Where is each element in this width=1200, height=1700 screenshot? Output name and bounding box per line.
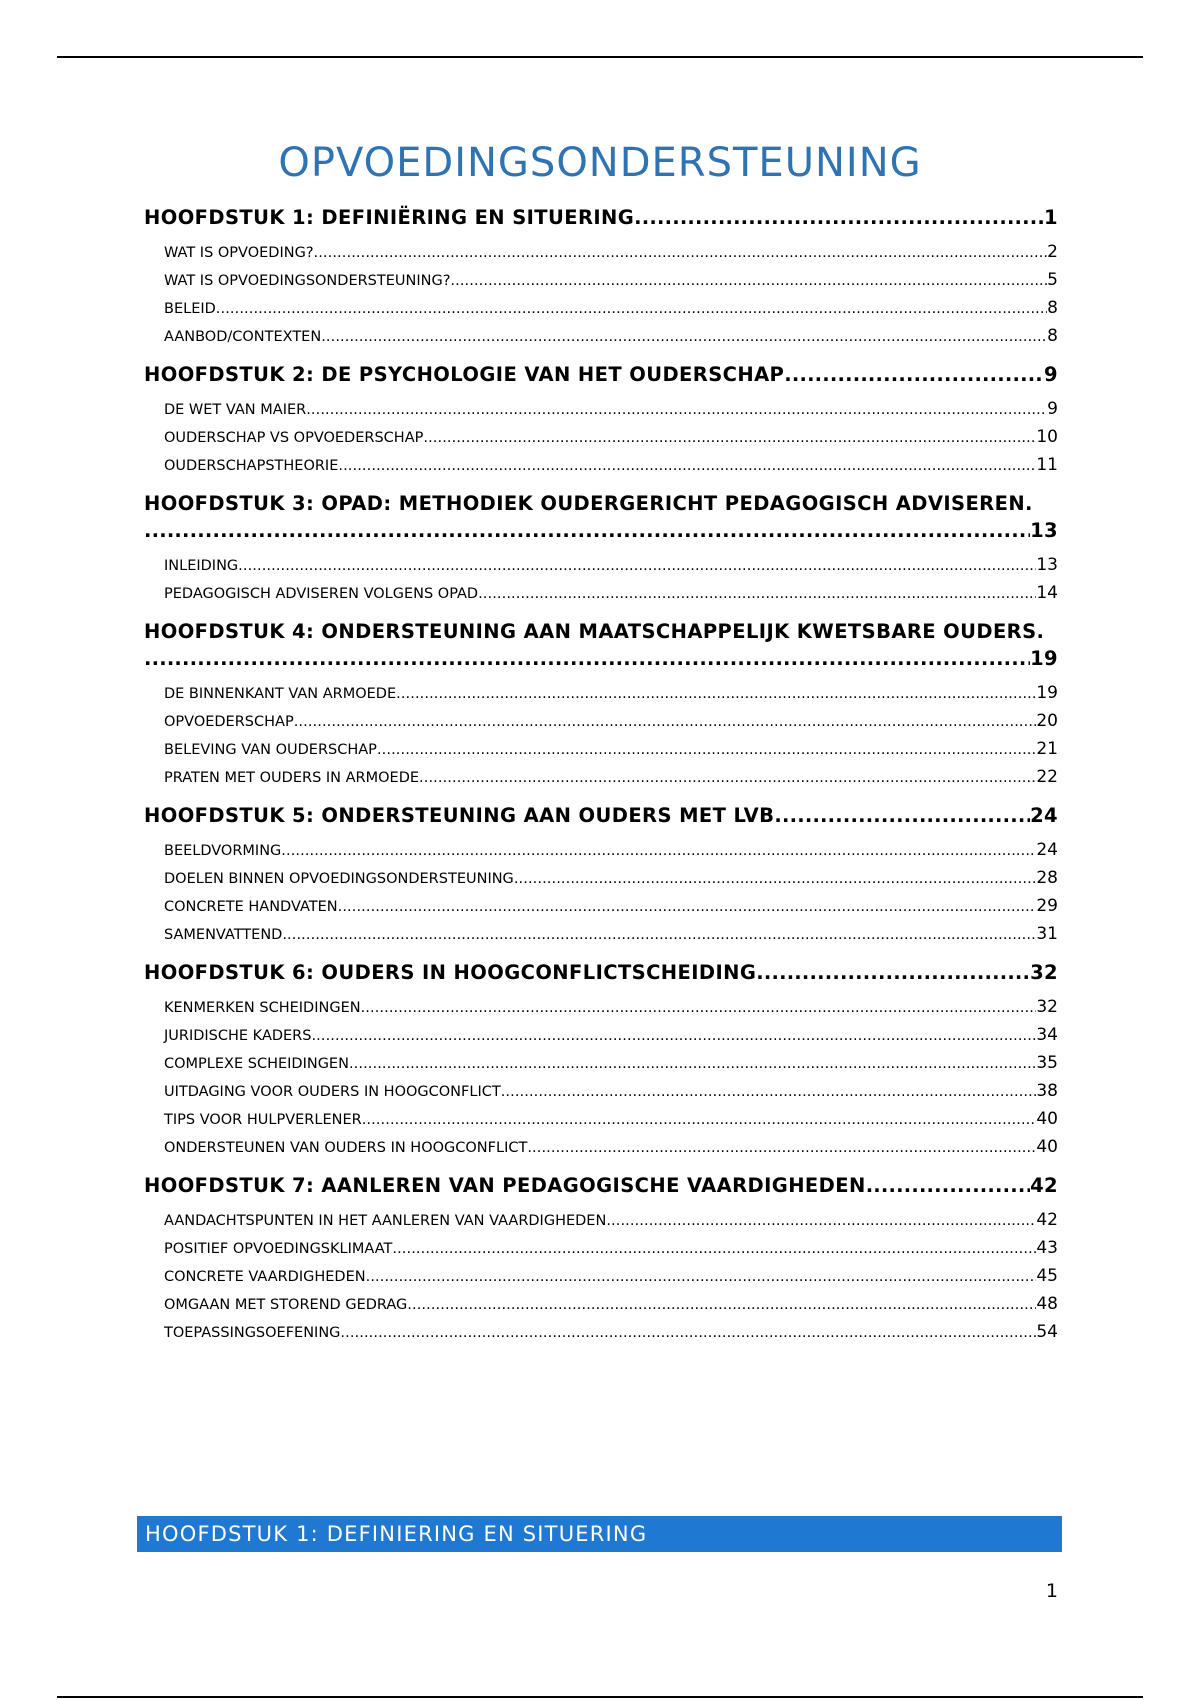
toc-leader <box>281 838 1036 865</box>
toc-page-number: 14 <box>1036 583 1058 603</box>
toc-chapter-entry[interactable] <box>144 645 1058 672</box>
toc-chapter-entry[interactable] <box>144 802 1058 829</box>
toc-section-title: COMPLEXE SCHEIDINGEN <box>164 1056 349 1072</box>
toc-chapter <box>144 490 1058 608</box>
toc-section-entry[interactable] <box>164 1319 1058 1347</box>
toc-section-entry[interactable] <box>164 1134 1058 1162</box>
toc-section-entry[interactable] <box>164 994 1058 1022</box>
toc-leader <box>514 866 1037 893</box>
toc-page-number: 34 <box>1036 1025 1058 1045</box>
toc-page-number: 9 <box>1047 399 1058 419</box>
toc-leader <box>784 361 1044 388</box>
toc-leader <box>756 959 1030 986</box>
toc-leader <box>392 1236 1036 1263</box>
toc-section-entry[interactable] <box>164 424 1058 452</box>
toc-page-number: 2 <box>1047 242 1058 262</box>
toc-page-number: 35 <box>1036 1053 1058 1073</box>
toc-chapter <box>144 204 1058 351</box>
toc-section-entry[interactable] <box>164 580 1058 608</box>
toc-page-number: 40 <box>1036 1137 1058 1157</box>
toc-page-number: 19 <box>1036 683 1058 703</box>
toc-section-entry[interactable] <box>164 764 1058 792</box>
toc-page-number: 32 <box>1036 997 1058 1017</box>
toc-page-number: 32 <box>1030 961 1058 984</box>
toc-chapter-title: HOOFDSTUK 5: ONDERSTEUNING AAN OUDERS MET LVB <box>144 804 775 827</box>
toc-section-title: CONCRETE VAARDIGHEDEN <box>164 1269 366 1285</box>
toc-section-title: DE WET VAN MAIER <box>164 402 307 418</box>
toc-page-number: 38 <box>1036 1081 1058 1101</box>
toc-section-title: AANDACHTSPUNTEN IN HET AANLEREN VAN VAARDIGHEDEN <box>164 1213 607 1229</box>
toc-leader <box>314 240 1048 267</box>
toc-section-entry[interactable] <box>164 295 1058 323</box>
toc-page-number: 21 <box>1036 739 1058 759</box>
toc-chapter <box>144 361 1058 480</box>
toc-page-number: 8 <box>1047 298 1058 318</box>
toc-section-entry[interactable] <box>164 396 1058 424</box>
toc-section-title: WAT IS OPVOEDINGSONDERSTEUNING? <box>164 273 451 289</box>
toc-chapter-entry[interactable] <box>144 517 1058 544</box>
toc-page-number: 1 <box>1044 206 1058 229</box>
toc-section-entry[interactable] <box>164 837 1058 865</box>
toc-page-number: 13 <box>1030 519 1058 542</box>
toc-section-entry[interactable] <box>164 1235 1058 1263</box>
toc-section-title: OUDERSCHAP VS OPVOEDERSCHAP <box>164 430 424 446</box>
toc-sections <box>144 994 1058 1162</box>
toc-chapter-title[interactable]: HOOFDSTUK 3: OPAD: METHODIEK OUDERGERICHT PEDAGOGISCH ADVISEREN. <box>144 492 1033 515</box>
toc-section-title: DE BINNENKANT VAN ARMOEDE <box>164 686 397 702</box>
toc-section-title: TIPS VOOR HULPVERLENER <box>164 1112 362 1128</box>
toc-chapter-entry[interactable] <box>144 1172 1058 1199</box>
toc-page-number: 9 <box>1044 363 1058 386</box>
toc-section-entry[interactable] <box>164 552 1058 580</box>
toc-sections <box>144 837 1058 949</box>
toc-section-entry[interactable] <box>164 1291 1058 1319</box>
toc-page-number: 45 <box>1036 1266 1058 1286</box>
toc-chapter-entry[interactable] <box>144 204 1058 231</box>
toc-section-title: POSITIEF OPVOEDINGSKLIMAAT <box>164 1241 393 1257</box>
toc-chapter-title: HOOFDSTUK 7: AANLEREN VAN PEDAGOGISCHE VAARDIGHEDEN <box>144 1174 866 1197</box>
toc-section-title: KENMERKEN SCHEIDINGEN <box>164 1000 361 1016</box>
toc-section-title: AANBOD/CONTEXTEN <box>164 329 322 345</box>
table-of-contents <box>144 204 1058 1357</box>
toc-page-number: 42 <box>1036 1210 1058 1230</box>
toc-leader <box>407 1292 1036 1319</box>
toc-section-title: JURIDISCHE KADERS <box>164 1028 312 1044</box>
toc-section-entry[interactable] <box>164 323 1058 351</box>
toc-leader <box>366 1264 1037 1291</box>
toc-leader <box>527 1135 1036 1162</box>
toc-page-number: 28 <box>1036 868 1058 888</box>
toc-chapter-title: HOOFDSTUK 6: OUDERS IN HOOGCONFLICTSCHEIDING <box>144 961 757 984</box>
toc-leader <box>634 204 1044 231</box>
toc-section-entry[interactable] <box>164 1106 1058 1134</box>
toc-leader <box>377 737 1036 764</box>
toc-section-entry[interactable] <box>164 736 1058 764</box>
toc-section-title: CONCRETE HANDVATEN <box>164 899 338 915</box>
toc-sections <box>144 396 1058 480</box>
toc-page-number: 29 <box>1036 896 1058 916</box>
toc-section-title: OPVOEDERSCHAP <box>164 714 294 730</box>
toc-leader <box>294 709 1037 736</box>
toc-page-number: 48 <box>1036 1294 1058 1314</box>
toc-section-title: ONDERSTEUNEN VAN OUDERS IN HOOGCONFLICT <box>164 1140 528 1156</box>
toc-section-title: BELEVING VAN OUDERSCHAP <box>164 742 377 758</box>
toc-section-title: OUDERSCHAPSTHEORIE <box>164 458 339 474</box>
toc-leader <box>419 765 1036 792</box>
toc-chapter-title: HOOFDSTUK 2: DE PSYCHOLOGIE VAN HET OUDERSCHAP <box>144 363 785 386</box>
toc-section-title: SAMENVATTEND <box>164 927 283 943</box>
toc-leader <box>306 397 1047 424</box>
toc-leader <box>311 1023 1036 1050</box>
toc-page-number: 5 <box>1047 270 1058 290</box>
toc-section-entry[interactable] <box>164 921 1058 949</box>
toc-page-number: 40 <box>1036 1109 1058 1129</box>
toc-section-title: INLEIDING <box>164 558 239 574</box>
toc-leader <box>349 1051 1036 1078</box>
toc-page-number: 24 <box>1030 804 1058 827</box>
toc-leader <box>450 268 1047 295</box>
toc-leader <box>216 296 1047 323</box>
toc-leader <box>606 1208 1036 1235</box>
toc-leader <box>501 1079 1037 1106</box>
toc-page-number: 13 <box>1036 555 1058 575</box>
toc-section-entry[interactable] <box>164 1022 1058 1050</box>
toc-leader <box>340 1320 1036 1347</box>
toc-chapter <box>144 618 1058 792</box>
toc-leader <box>774 802 1030 829</box>
toc-page-number: 8 <box>1047 326 1058 346</box>
toc-leader <box>396 681 1036 708</box>
toc-section-entry[interactable] <box>164 708 1058 736</box>
document-title: OPVOEDINGSONDERSTEUNING <box>278 140 922 186</box>
toc-leader <box>144 517 1030 544</box>
toc-section-entry[interactable] <box>164 865 1058 893</box>
chapter-heading: HOOFDSTUK 1: DEFINIERING EN SITUERING <box>137 1516 1062 1552</box>
toc-sections <box>144 1207 1058 1347</box>
toc-leader <box>362 1107 1037 1134</box>
toc-page-number: 10 <box>1036 427 1058 447</box>
toc-sections <box>144 680 1058 792</box>
toc-leader <box>321 324 1047 351</box>
toc-chapter-entry[interactable] <box>144 959 1058 986</box>
toc-section-title: OMGAAN MET STOREND GEDRAG <box>164 1297 408 1313</box>
toc-section-title: WAT IS OPVOEDING? <box>164 245 314 261</box>
toc-sections <box>144 239 1058 351</box>
toc-section-entry[interactable] <box>164 267 1058 295</box>
toc-page-number: 24 <box>1036 840 1058 860</box>
toc-leader <box>338 894 1037 921</box>
toc-section-title: PRATEN MET OUDERS IN ARMOEDE <box>164 770 420 786</box>
toc-section-entry[interactable] <box>164 680 1058 708</box>
toc-leader <box>866 1172 1030 1199</box>
toc-chapter <box>144 1172 1058 1347</box>
toc-leader <box>478 581 1036 608</box>
toc-section-title: UITDAGING VOOR OUDERS IN HOOGCONFLICT <box>164 1084 501 1100</box>
toc-section-entry[interactable] <box>164 893 1058 921</box>
toc-leader <box>238 553 1036 580</box>
toc-leader <box>361 995 1037 1022</box>
top-rule <box>57 56 1143 58</box>
bottom-rule <box>57 1696 1143 1698</box>
toc-chapter-entry[interactable] <box>144 361 1058 388</box>
toc-leader <box>338 453 1036 480</box>
toc-page-number: 43 <box>1036 1238 1058 1258</box>
toc-section-entry[interactable] <box>164 1263 1058 1291</box>
toc-section-title: PEDAGOGISCH ADVISEREN VOLGENS OPAD <box>164 586 479 602</box>
page-number: 1 <box>1045 1580 1058 1602</box>
toc-page-number: 22 <box>1036 767 1058 787</box>
toc-chapter-title: HOOFDSTUK 1: DEFINIËRING EN SITUERING <box>144 206 635 229</box>
toc-sections <box>144 552 1058 608</box>
toc-section-title: BEELDVORMING <box>164 843 282 859</box>
toc-leader <box>282 922 1036 949</box>
toc-section-title: BELEID <box>164 301 216 317</box>
toc-leader <box>423 425 1036 452</box>
toc-page-number: 42 <box>1030 1174 1058 1197</box>
toc-chapter <box>144 959 1058 1162</box>
toc-chapter <box>144 802 1058 949</box>
toc-page-number: 31 <box>1036 924 1058 944</box>
toc-page-number: 11 <box>1036 455 1058 475</box>
toc-section-title: TOEPASSINGSOEFENING <box>164 1325 341 1341</box>
toc-section-entry[interactable] <box>164 239 1058 267</box>
toc-section-entry[interactable] <box>164 1207 1058 1235</box>
toc-section-title: DOELEN BINNEN OPVOEDINGSONDERSTEUNING <box>164 871 514 887</box>
toc-section-entry[interactable] <box>164 1050 1058 1078</box>
toc-chapter-title[interactable]: HOOFDSTUK 4: ONDERSTEUNING AAN MAATSCHAPPELIJK KWETSBARE OUDERS. <box>144 620 1045 643</box>
toc-page-number: 19 <box>1030 647 1058 670</box>
toc-section-entry[interactable] <box>164 1078 1058 1106</box>
toc-section-entry[interactable] <box>164 452 1058 480</box>
toc-page-number: 20 <box>1036 711 1058 731</box>
toc-leader <box>144 645 1030 672</box>
toc-page-number: 54 <box>1036 1322 1058 1342</box>
